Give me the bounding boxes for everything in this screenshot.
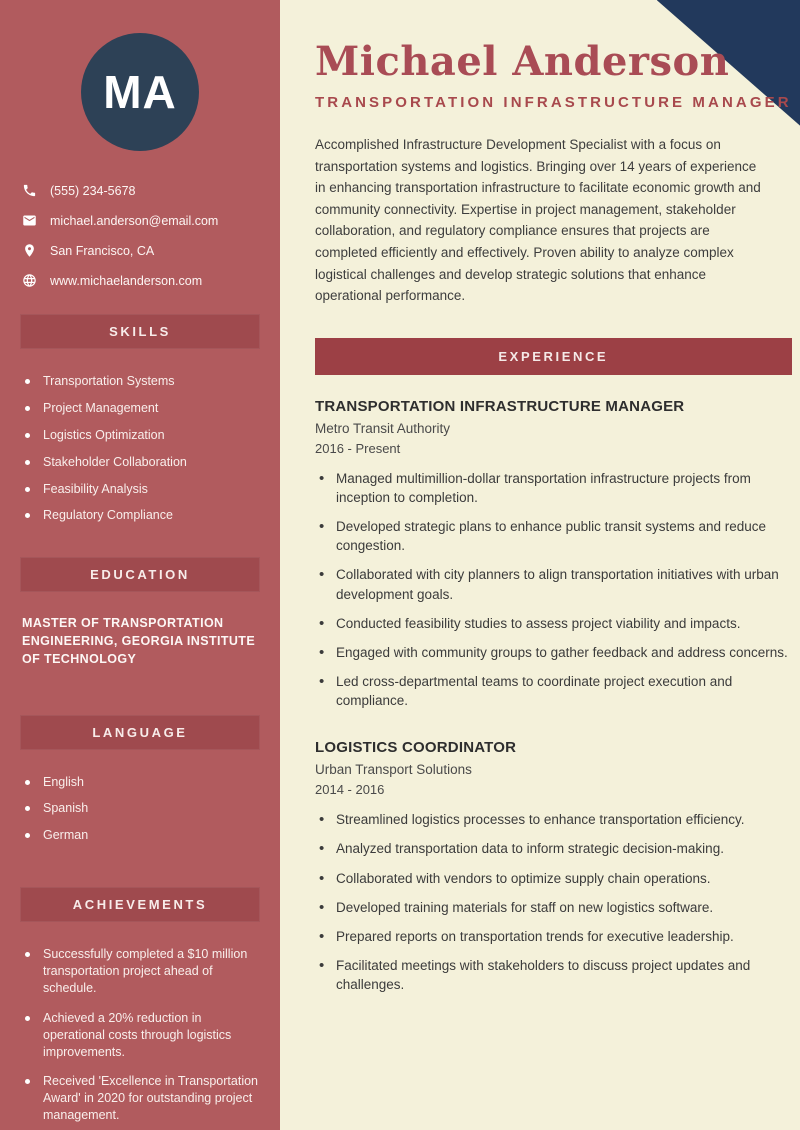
phone-number: (555) 234-5678 xyxy=(50,183,136,198)
person-name: Michael Anderson xyxy=(315,38,730,85)
achievements-title: ACHIEVEMENTS xyxy=(72,897,208,913)
achievements-section-header xyxy=(20,887,260,922)
globe-icon xyxy=(22,273,37,288)
job-bullet: • Collaborated with vendors to optimize supply chain operations. xyxy=(315,869,792,888)
contact-list xyxy=(22,183,280,288)
skill-item: Logistics Optimization xyxy=(22,427,266,444)
job-bullet: • Developed training materials for staff on new logistics software. xyxy=(315,898,792,917)
job-bullet: • Prepared reports on transportation trends for executive leadership. xyxy=(315,927,792,946)
person-job-title: TRANSPORTATION INFRASTRUCTURE MANAGER xyxy=(315,94,792,111)
job-dates: 2016 - Present xyxy=(315,440,401,456)
website-url: www.michaelanderson.com xyxy=(50,273,203,288)
contact-email xyxy=(22,213,280,228)
phone-icon xyxy=(22,183,37,198)
avatar xyxy=(81,33,199,151)
job-entry-1 xyxy=(315,398,792,711)
profile-summary: Accomplished Infrastructure Development Specialist with a focus on transportation systems and logistics. Bringing over 14 years of experience in enhancing transportation infrastructure to facilitate economic growth and community connectivity. Expertise in project management, stakeholder collaboration, and regulatory compliance ensures that projects are completed efficiently and effectively. Proven ability to analyze complex logistical challenges and develop strategic solutions that enhance operational performance. xyxy=(315,137,761,304)
education-section-header xyxy=(20,557,260,592)
education-degree: MASTER OF TRANSPORTATION ENGINEERING, GEORGIA INSTITUTE OF TECHNOLOGY xyxy=(22,616,256,666)
skills-section-header xyxy=(20,314,260,349)
contact-phone xyxy=(22,183,280,198)
job-bullet: • Conducted feasibility studies to assess project viability and impacts. xyxy=(315,614,792,633)
contact-website xyxy=(22,273,280,288)
location-icon xyxy=(22,243,37,258)
sidebar xyxy=(0,0,280,1130)
skill-item: Regulatory Compliance xyxy=(22,507,266,524)
email-icon xyxy=(22,213,37,228)
avatar-initials: MA xyxy=(103,66,177,118)
job-bullet: • Streamlined logistics processes to enhance transportation efficiency. xyxy=(315,810,792,829)
job-bullet: • Led cross-departmental teams to coordinate project execution and compliance. xyxy=(315,672,792,710)
achievements-list xyxy=(0,946,280,1124)
main-content xyxy=(280,0,800,1130)
job-bullet: • Developed strategic plans to enhance public transit systems and reduce congestion. xyxy=(315,517,792,555)
language-section-header xyxy=(20,715,260,750)
language-title: LANGUAGE xyxy=(92,724,188,740)
job-bullet-list xyxy=(315,469,792,711)
job-company: Urban Transport Solutions xyxy=(315,762,472,778)
language-item: German xyxy=(22,827,266,844)
experience-title: EXPERIENCE xyxy=(498,348,609,364)
job-bullet: • Analyzed transportation data to inform strategic decision-making. xyxy=(315,839,792,858)
job-bullet-list xyxy=(315,810,792,994)
job-bullet: • Engaged with community groups to gather feedback and address concerns. xyxy=(315,643,792,662)
skill-item: Feasibility Analysis xyxy=(22,481,266,498)
skill-item: Stakeholder Collaboration xyxy=(22,454,266,471)
achievement-item: Received 'Excellence in Transportation Award' in 2020 for outstanding project management. xyxy=(22,1073,266,1124)
job-entry-2 xyxy=(315,739,792,994)
experience-section-header xyxy=(315,338,792,375)
language-item: English xyxy=(22,774,266,791)
email-address: michael.anderson@email.com xyxy=(50,213,219,228)
contact-location xyxy=(22,243,280,258)
location-text: San Francisco, CA xyxy=(50,243,155,258)
achievement-item: Successfully completed a $10 million transportation project ahead of schedule. xyxy=(22,946,266,997)
job-dates: 2014 - 2016 xyxy=(315,782,385,798)
job-role: TRANSPORTATION INFRASTRUCTURE MANAGER xyxy=(315,397,685,415)
job-bullet: • Facilitated meetings with stakeholders to discuss project updates and challenges. xyxy=(315,956,792,994)
skill-item: Project Management xyxy=(22,400,266,417)
skill-item: Transportation Systems xyxy=(22,373,266,390)
skills-list xyxy=(0,373,280,524)
achievement-item: Achieved a 20% reduction in operational costs through logistics improvements. xyxy=(22,1010,266,1061)
job-bullet: • Managed multimillion-dollar transportation infrastructure projects from inception to completion. xyxy=(315,469,792,507)
skills-title: SKILLS xyxy=(109,324,171,339)
job-bullet: • Collaborated with city planners to align transportation initiatives with urban development goals. xyxy=(315,565,792,603)
education-title: EDUCATION xyxy=(90,567,190,583)
job-role: LOGISTICS COORDINATOR xyxy=(315,739,517,757)
job-company: Metro Transit Authority xyxy=(315,420,451,436)
language-item: Spanish xyxy=(22,800,266,817)
language-list xyxy=(0,774,280,845)
